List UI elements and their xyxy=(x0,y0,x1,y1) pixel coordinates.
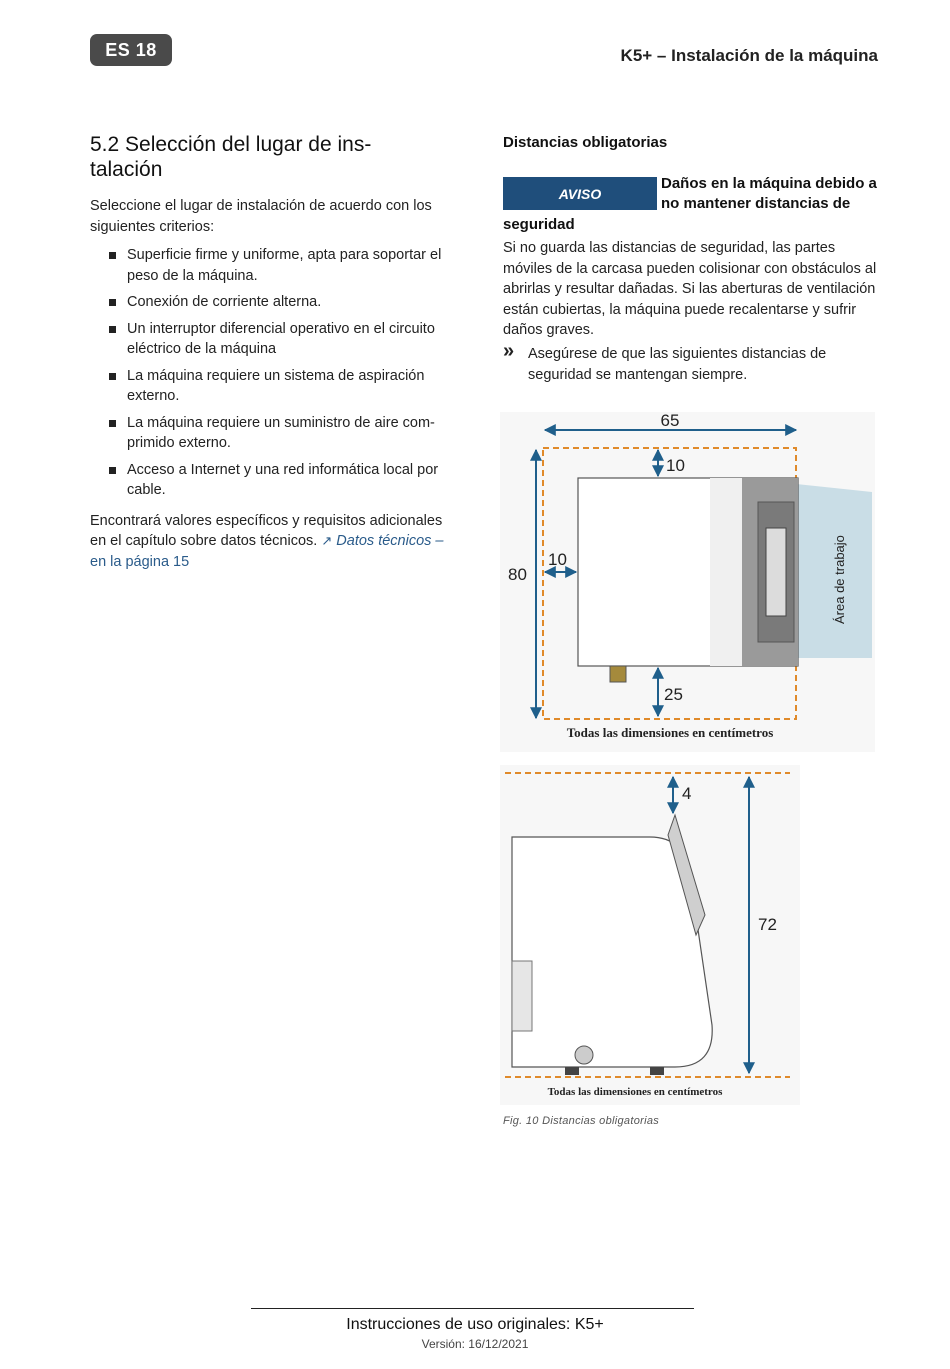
list-item: Superficie firme y uniforme, apta para soportar el peso de la máquina. xyxy=(90,245,460,286)
door-handle xyxy=(766,528,786,616)
top-gap-label: 4 xyxy=(682,784,692,803)
dimensions-note: Todas las dimensiones en centímetros xyxy=(566,725,774,740)
depth-label: 80 xyxy=(508,565,527,584)
external-link-icon: ↗ xyxy=(321,533,333,548)
bullet-icon xyxy=(109,467,116,474)
top-gap-label: 10 xyxy=(666,456,685,475)
section-title xyxy=(90,132,460,182)
bullet-icon xyxy=(109,373,116,380)
outro-text: Encontrará valores específicos y requisitos adicionales en el capítulo sobre datos técnicos. xyxy=(90,512,443,549)
list-item: La máquina requiere un suministro de aire com-primido externo. xyxy=(90,413,460,454)
link-text: Datos técnicos – xyxy=(336,533,444,549)
bottom-gap-label: 25 xyxy=(664,685,683,704)
section-title-line1: 5.2 Selección del lugar de ins- xyxy=(90,133,372,156)
figure-side-view xyxy=(500,765,800,1105)
notice-badge: AVISO xyxy=(503,177,657,210)
footer-version: Versión: 16/12/2021 xyxy=(421,1337,529,1351)
notice-title-line1: Daños en la máquina debido a xyxy=(661,175,877,192)
action-arrow-icon: » xyxy=(503,340,515,362)
dimensions-note: Todas las dimensiones en centímetros xyxy=(547,1086,723,1098)
running-header: K5+ – Instalación de la máquina xyxy=(620,46,878,65)
subheading-mandatory-distances: Distancias obligatorias xyxy=(503,134,668,151)
machine-foot xyxy=(565,1067,579,1075)
bullet-icon xyxy=(109,252,116,259)
list-item: La máquina requiere un sistema de aspiración externo. xyxy=(90,366,460,407)
list-item: Acceso a Internet y una red informática local por cable. xyxy=(90,460,460,501)
section-title-line2: talación xyxy=(90,158,163,181)
figure-caption: Fig. 10 Distancias obligatorias xyxy=(503,1115,660,1127)
technical-data-link[interactable] xyxy=(321,533,443,549)
footer-title: Instrucciones de uso originales: K5+ xyxy=(346,1316,604,1333)
action-text: Asegúrese de que las siguientes distancias de seguridad se mantengan siempre. xyxy=(528,346,827,383)
list-item: Un interruptor diferencial operativo en el circuito eléctrico de la máquina xyxy=(90,319,460,360)
action-step xyxy=(503,340,875,385)
side-connector xyxy=(575,1046,593,1064)
machine-foot xyxy=(650,1067,664,1075)
work-area-label: Área de trabajo xyxy=(832,535,847,624)
height-label: 72 xyxy=(758,915,777,934)
figure-top-view xyxy=(500,412,875,752)
machine-panel xyxy=(710,478,742,666)
intro-paragraph: Seleccione el lugar de instalación de acuerdo con los siguientes criterios: xyxy=(90,198,432,235)
outro-paragraph xyxy=(90,511,460,573)
connector-port xyxy=(610,666,626,682)
width-label: 65 xyxy=(660,412,680,430)
notice-body: Si no guarda las distancias de seguridad, las partes móviles de la carcasa pueden colisionar con obstáculos al abrirlas y resultar dañadas. Si las aberturas de ventilación están cubiertas, la máquina puede recalentarse y sufrir daños graves. xyxy=(503,240,877,338)
left-column xyxy=(90,132,460,572)
footer-divider xyxy=(251,1308,694,1309)
link-page-reference[interactable]: en la página 15 xyxy=(90,553,190,570)
notice-title-line2: no mantener distancias de xyxy=(661,195,851,212)
connector-panel xyxy=(512,961,532,1031)
page-number-badge: ES 18 xyxy=(90,34,172,66)
bullet-icon xyxy=(109,326,116,333)
notice-title-line3: seguridad xyxy=(503,216,575,233)
bullet-icon xyxy=(109,420,116,427)
bullet-icon xyxy=(109,299,116,306)
notice-block xyxy=(503,134,883,214)
list-item: Conexión de corriente alterna. xyxy=(90,292,460,313)
criteria-list xyxy=(90,245,460,501)
side-gap-label: 10 xyxy=(548,550,567,569)
